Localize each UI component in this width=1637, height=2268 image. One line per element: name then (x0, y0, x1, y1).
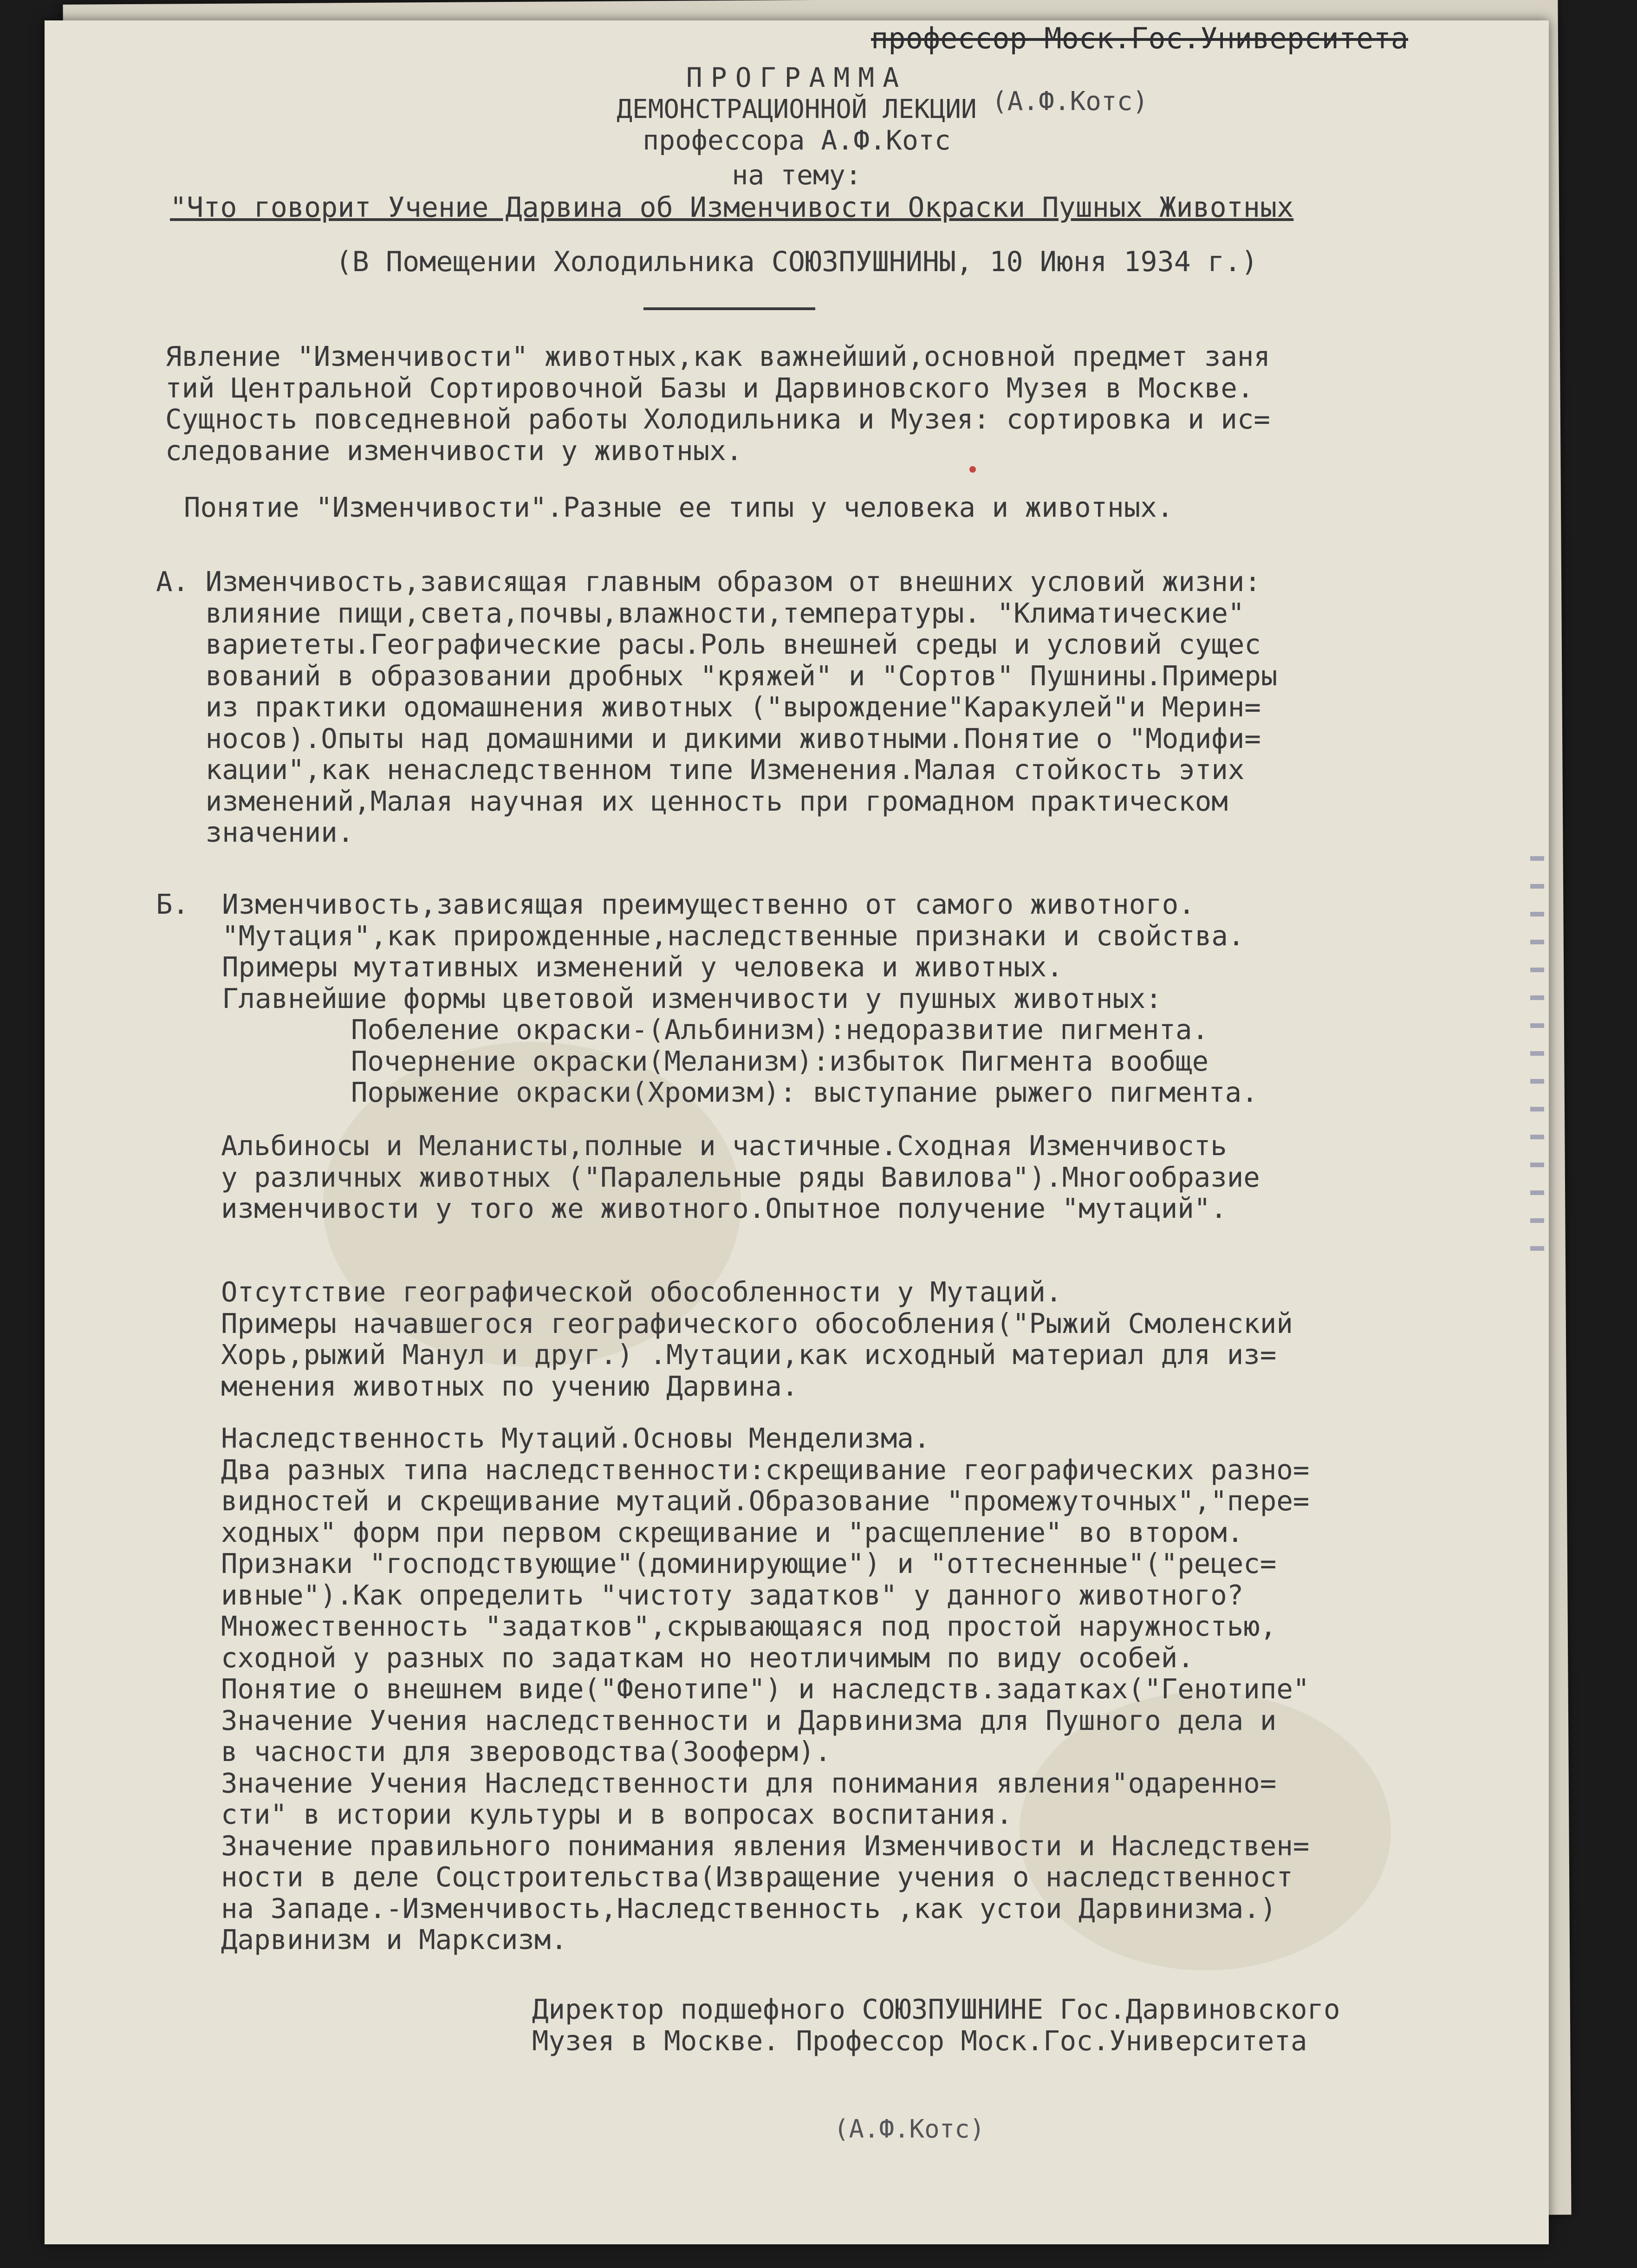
red-ink-mark (969, 466, 976, 473)
albinos-paragraph: Альбиносы и Меланисты,полные и частичные.Сходная Изменчивость у различных животных ("Паралельные ряды Вавилова").Многообразие изменчивости у того же животного.Опытное получение "мутаций". (221, 1130, 1260, 1224)
signature-block: Директор подшефного СОЮЗПУШНИНЕ Гос.Дарвиновского Музея в Москве. Профессор Моск.Гос.Университета (532, 1993, 1340, 2057)
section-a: А. Изменчивость,зависящая главным образом от внешних условий жизни: влияние пищи,света,почвы,влажности,температуры. "Климатические" вариететы.Географические расы.Роль внешней среды и условий сущес вований в образовании дробных "кряжей" и "Сортов" Пушнины.Примеры из практики одомашнения животных ("вырождение"Каракулей"и Мерин= носов).Опыты над домашними и дикими животными.Понятие о "Модифи= кации",как ненаследственном типе Изменения.Малая стойкость этих изменений,Малая научная их ценность при громадном практическом значении. (156, 565, 1278, 848)
venue-line: (В Помещении Холодильника СОЮЗПУШНИНЫ, 10 Июня 1934 г.) (335, 246, 1258, 278)
bleed-through-text: профессор Моск.Гос.Университета (871, 21, 1409, 55)
geography-paragraph: Отсутствие географической обособленности у Мутаций. Примеры начавшегося географического обособления("Рыжий Смоленский Хорь,рыжий Манул и друг.) .Мутации,как исходный материал для из= менения животных по учению Дарвина. (221, 1276, 1293, 1402)
document-page (45, 20, 1549, 2244)
heredity-paragraph: Наследственность Мутаций.Основы Менделизма. Два разных типа наследственности:скрещивание географических разно= видностей и скрещивание мутаций.Образование "промежуточных","пере= ходных" форм при первом скрещивание и "расщепление" во втором. Признаки "господствующие"(доминирующие") и "оттесненные"("рецес= ивные").Как определить "чистоту задатков" у данного животного? Множественность "задатков",скрывающаяся под простой наружностью, сходной у разных по задаткам но неотличимым по виду особей. Понятие о внешнем виде("Фенотипе") и наследств.задатках("Генотипе" Значение Учения наследственности и Дарвинизма для Пушного дела и в часности для звероводства(Зооферм). Значение Учения Наследственности для понимания явления"одаренно= сти" в истории культуры и в вопросах воспитания. Значение правильного понимания явления Изменчивости и Наследствен= ности в деле Соцстроительства(Извращение учения о наследственност на Западе.-Изменчивость,Наследственность ,как устои Дарвинизма.) Дарвинизм и Марксизм. (221, 1422, 1310, 1956)
overtype-text: (А.Ф.Котс) (992, 86, 1149, 117)
topic-prefix: на тему: (732, 159, 862, 191)
color-forms-list: Побеление окраски-(Альбинизм):недоразвитие пигмента. Почернение окраски(Меланизм):избыток Пигмента вообще Порыжение окраски(Хромизм): выступание рыжего пигмента. (351, 1014, 1258, 1108)
edge-ink-marks (1530, 856, 1544, 1274)
document-subtitle: ДЕМОНСТРАЦИОННОЙ ЛЕКЦИИ (617, 94, 977, 124)
section-b: Б. Изменчивость,зависящая преимущественно от самого животного. "Мутация",как прирожденные,наследственные признаки и свойства. Примеры мутативных изменений у человека и животных. Главнейшие формы цветовой изменчивости у пушных животных: (156, 888, 1245, 1014)
concept-paragraph: Понятие "Изменчивости".Разные ее типы у человека и животных. (184, 491, 1174, 523)
intro-paragraph: Явление "Изменчивости" животных,как важнейший,основной предмет заня тий Центральной Сортировочной Базы и Дарвиновского Музея в Москве. Сущность повседневной работы Холодильника и Музея: сортировка и ис= следование изменчивости у животных. (165, 340, 1270, 467)
document-title: ПРОГРАММА (686, 62, 908, 93)
signature-name: (А.Ф.Котс) (834, 2114, 985, 2144)
divider-rule (643, 307, 815, 310)
topic-line: "Что говорит Учение Дарвина об Изменчивости Окраски Пушных Животных (170, 191, 1294, 224)
author-line: профессора А.Ф.Котс (643, 124, 951, 156)
